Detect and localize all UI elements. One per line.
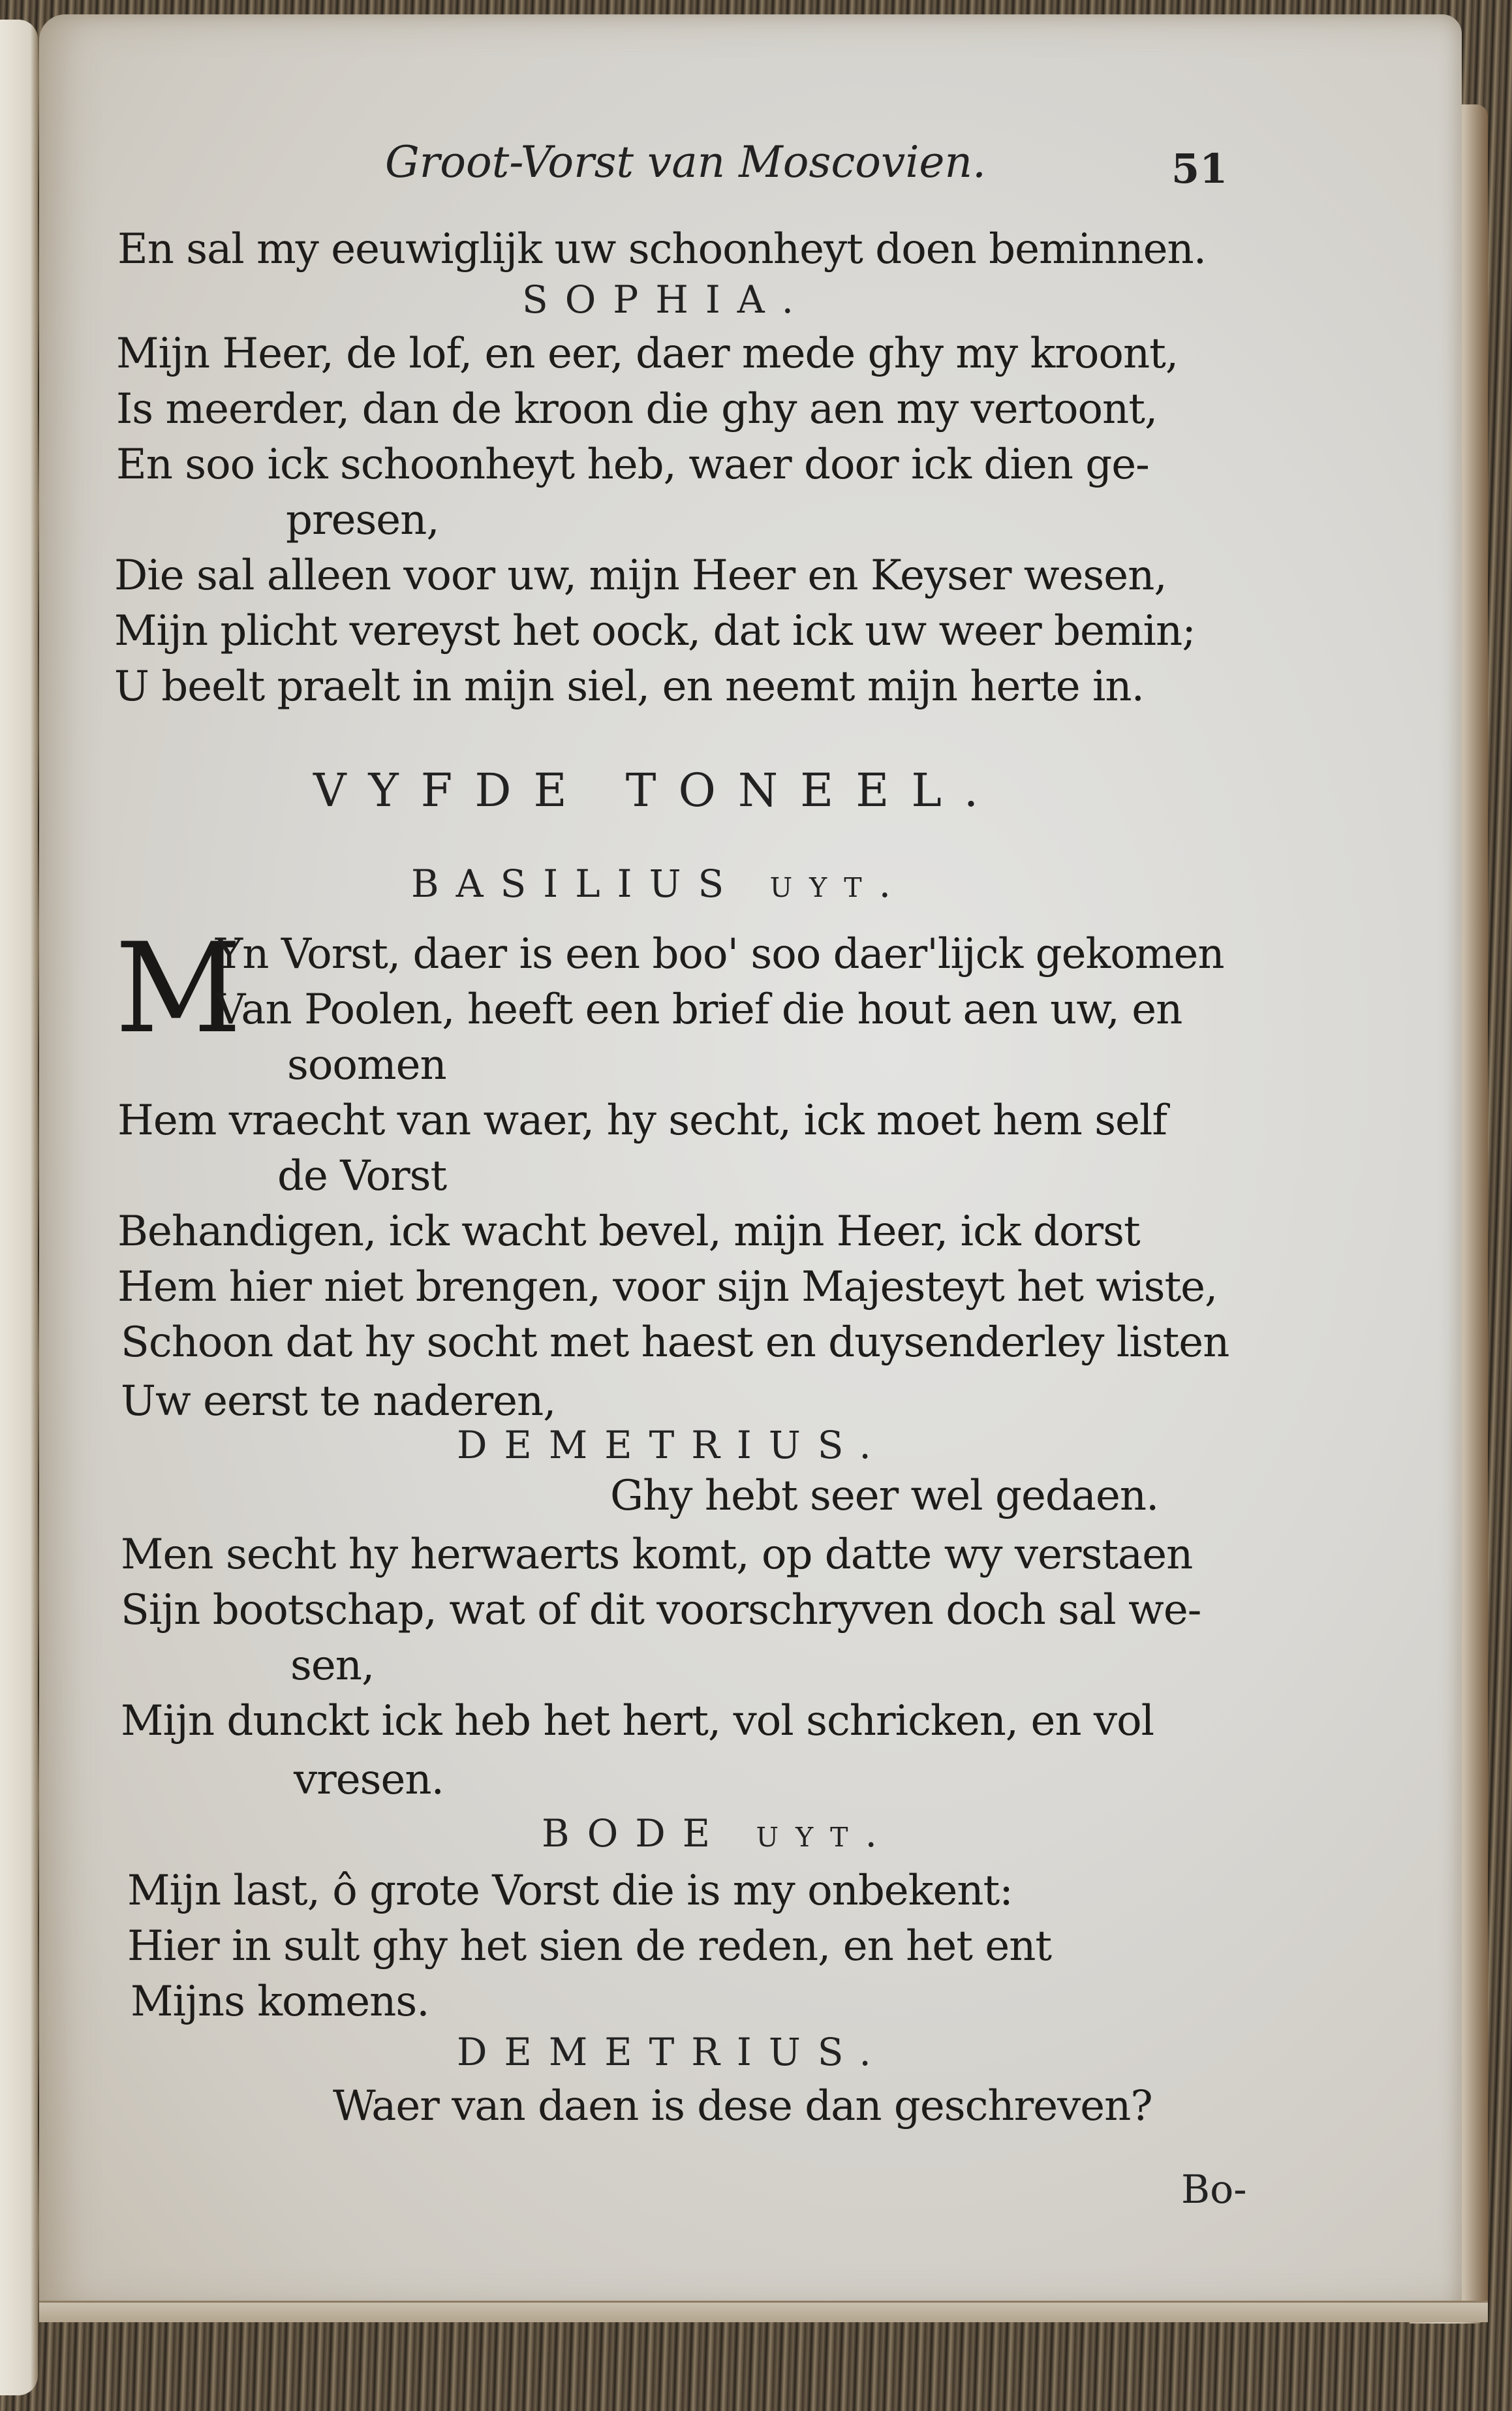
verse-line: Hem vraecht van waer, hy secht, ick moet hem self (117, 1097, 1167, 1145)
verse-line: Uw eerst te naderen, (121, 1377, 556, 1425)
verse-line-continuation: presen, (286, 496, 439, 544)
catchword: Bo- (1181, 2167, 1247, 2213)
verse-line: Hier in sult ghy het sien de reden, en het ent (127, 1922, 1052, 1970)
verse-line: Mijn dunckt ick heb het hert, vol schricken, en vol (121, 1697, 1154, 1745)
verse-line-continuation: de Vorst (277, 1152, 447, 1200)
verse-line-continuation: vresen. (294, 1756, 444, 1804)
verse-line-continuation: sen, (290, 1641, 375, 1690)
verse-line: Behandigen, ick wacht bevel, mijn Heer, ick dorst (117, 1207, 1140, 1256)
verse-line-continuation: soomen (287, 1041, 446, 1089)
verse-line: Waer van daen is dese dan geschreven? (333, 2082, 1152, 2130)
verse-line: Van Poolen, heeft een brief die hout aen uw, en (215, 986, 1182, 1034)
verse-line: Mijns komens. (131, 1978, 429, 2026)
scene-title: VYFDE TONEEL. (313, 764, 1001, 817)
page-number: 51 (1171, 145, 1228, 193)
verse-line: Yn Vorst, daer is een boo' soo daer'lijck gekomen (215, 930, 1224, 978)
verse-line: Mijn Heer, de lof, en eer, daer mede ghy my kroont, (116, 330, 1179, 378)
verse-line: Ghy hebt seer wel gedaen. (610, 1472, 1159, 1520)
verse-line: Sijn bootschap, wat of dit voorschryven doch sal we- (121, 1586, 1201, 1634)
verse-line: Hem hier niet brengen, voor sijn Majesteyt het wiste, (117, 1263, 1218, 1311)
verse-line: Die sal alleen voor uw, mijn Heer en Keyser wesen, (114, 552, 1167, 600)
verse-line: Men secht hy herwaerts komt, op datte wy verstaen (121, 1531, 1193, 1579)
verse-line: En sal my eeuwiglijk uw schoonheyt doen beminnen. (117, 225, 1207, 273)
facing-page-edge (0, 20, 38, 2395)
speaker-name: BODE uyt. (542, 1811, 894, 1856)
running-head: Groot-Vorst van Moscovien. (385, 137, 986, 187)
verse-line: U beelt praelt in mijn siel, en neemt mijn herte in. (114, 662, 1144, 711)
verse-line: Mijn last, ô grote Vorst die is my onbekent: (127, 1867, 1013, 1915)
speaker-name: BASILIUS uyt. (411, 862, 908, 906)
verse-line: Mijn plicht vereyst het oock, dat ick uw weer bemin; (114, 607, 1196, 655)
verse-line: Is meerder, dan de kroon die ghy aen my vertoont, (116, 385, 1158, 433)
speaker-name: DEMETRIUS. (457, 1423, 888, 1467)
speaker-name: SOPHIA. (522, 277, 811, 322)
page-bottom-edge (39, 2301, 1488, 2322)
verse-line: Schoon dat hy socht met haest en duysenderley listen (121, 1318, 1229, 1367)
drop-cap: M (115, 916, 242, 1061)
speaker-name: DEMETRIUS. (457, 2030, 888, 2074)
verse-line: En soo ick schoonheyt heb, waer door ick dien ge- (116, 441, 1149, 489)
